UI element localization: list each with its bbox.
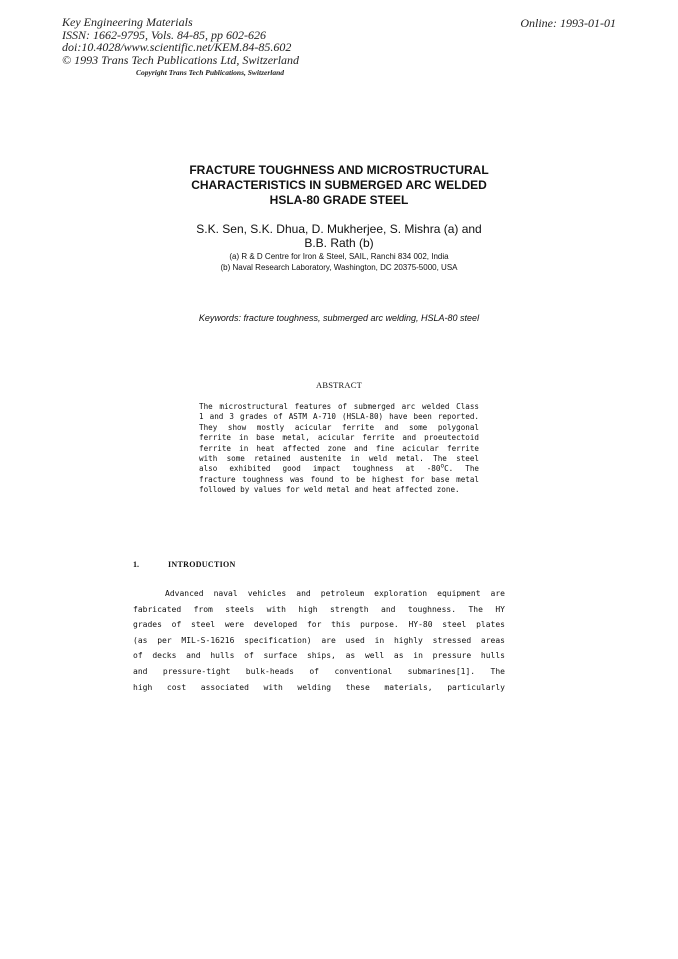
online-date: Online: 1993-01-01	[520, 16, 616, 30]
abstract-line: followed by values for weld metal and heat affected zone.	[199, 485, 460, 495]
abstract-line: The microstructural features of submerged arc welded Class	[199, 402, 479, 411]
intro-line: grades of steel were developed for this purpose. HY-80 steel plates	[133, 620, 505, 630]
abstract-heading: ABSTRACT	[316, 380, 362, 390]
title-line: HSLA-80 GRADE STEEL	[269, 193, 409, 207]
affiliations	[120, 251, 558, 273]
affiliation-b: (b) Naval Research Laboratory, Washington, DC 20375-5000, USA	[220, 263, 458, 272]
abstract-body	[199, 402, 479, 496]
intro-line: (as per MIL-S-16216 specification) are used in highly stressed areas	[133, 635, 505, 645]
section-title: INTRODUCTION	[168, 560, 236, 569]
abstract-line: They show mostly acicular ferrite and some polygonal	[199, 422, 479, 432]
abstract-line: 1 and 3 grades of ASTM A-710 (HSLA-80) have been reported.	[199, 412, 479, 422]
paper-title	[120, 163, 558, 208]
copyright-notice: Copyright Trans Tech Publications, Switzerland	[136, 68, 285, 77]
citation-block	[62, 16, 299, 66]
abstract-line: fracture toughness was found to be highest for base metal	[199, 474, 479, 484]
intro-line: Advanced naval vehicles and petroleum exploration equipment are	[165, 589, 505, 598]
intro-line: high cost associated with welding these materials, particularly	[133, 682, 505, 692]
abstract-line: ferrite in heat affected zone and fine acicular ferrite	[199, 443, 479, 453]
author-list	[120, 222, 558, 250]
abstract-line: with some retained austenite in weld metal. The steel	[199, 454, 479, 464]
temperature-unit: C.	[444, 464, 454, 474]
intro-line: fabricated from steels with high strength and toughness. The HY	[133, 604, 505, 614]
title-line: FRACTURE TOUGHNESS AND MICROSTRUCTURAL	[189, 163, 489, 177]
authors-line: S.K. Sen, S.K. Dhua, D. Mukherjee, S. Mishra (a) and	[196, 222, 482, 236]
publisher-line: © 1993 Trans Tech Publications Ltd, Switzerland	[62, 52, 300, 67]
introduction-body	[133, 586, 505, 695]
abstract-line: ferrite in base metal, acicular ferrite and proeutectoid	[199, 433, 479, 443]
degree-symbol: o	[440, 462, 445, 470]
abstract-line-text: also exhibited good impact toughness at	[199, 464, 415, 474]
temperature-value: -80	[426, 464, 441, 474]
intro-line: of decks and hulls of surface ships, as well as in pressure hulls	[133, 651, 505, 661]
abstract-line-temperature	[199, 464, 479, 474]
authors-line: B.B. Rath (b)	[304, 236, 374, 250]
section-number: 1.	[133, 560, 139, 569]
keywords-line: Keywords: fracture toughness, submerged arc welding, HSLA-80 steel	[198, 313, 480, 323]
title-line: CHARACTERISTICS IN SUBMERGED ARC WELDED	[191, 178, 487, 192]
doi-line: doi:10.4028/www.scientific.net/KEM.84-85.602	[62, 40, 292, 54]
intro-line: and pressure-tight bulk-heads of conventional submarines[1]. The	[133, 666, 505, 676]
affiliation-a: (a) R & D Centre for Iron & Steel, SAIL, Ranchi 834 002, India	[229, 252, 449, 261]
journal-name: Key Engineering Materials	[62, 15, 193, 29]
issn-line: ISSN: 1662-9795, Vols. 84-85, pp 602-626	[62, 27, 266, 42]
abstract-line-tail: The	[465, 464, 479, 474]
